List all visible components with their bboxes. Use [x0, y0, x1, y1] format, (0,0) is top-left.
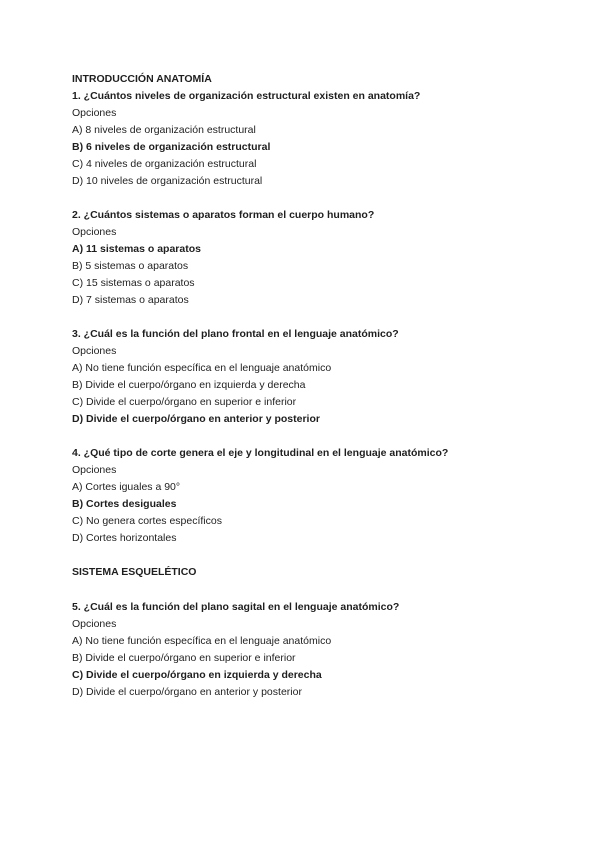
question-text: 1. ¿Cuántos niveles de organización estructural existen en anatomía?	[72, 90, 421, 102]
question-text: 3. ¿Cuál es la función del plano frontal en el lenguaje anatómico?	[72, 328, 399, 340]
option-item-correct: B) 6 niveles de organización estructural	[72, 141, 271, 153]
question-text: 5. ¿Cuál es la función del plano sagital en el lenguaje anatómico?	[72, 601, 400, 613]
option-item: B) Divide el cuerpo/órgano en superior e inferior	[72, 652, 296, 664]
section-title: INTRODUCCIÓN ANATOMÍA	[72, 73, 212, 85]
option-item: A) Cortes iguales a 90°	[72, 481, 181, 493]
option-item: C) 4 niveles de organización estructural	[72, 158, 257, 170]
options-label: Opciones	[72, 107, 117, 119]
option-item: D) Cortes horizontales	[72, 532, 177, 544]
options-label: Opciones	[72, 618, 117, 630]
option-item: B) 5 sistemas o aparatos	[72, 260, 189, 272]
question-block	[72, 599, 562, 701]
option-item: C) Divide el cuerpo/órgano en superior e inferior	[72, 396, 297, 408]
option-item-correct: C) Divide el cuerpo/órgano en izquierda y derecha	[72, 669, 322, 681]
option-item: A) No tiene función específica en el lenguaje anatómico	[72, 635, 332, 647]
options-label: Opciones	[72, 226, 117, 238]
option-item: D) 10 niveles de organización estructural	[72, 175, 263, 187]
option-item-correct: A) 11 sistemas o aparatos	[72, 243, 201, 255]
question-block	[72, 445, 562, 547]
options-label: Opciones	[72, 464, 117, 476]
question-block	[72, 207, 562, 309]
option-item: B) Divide el cuerpo/órgano en izquierda y derecha	[72, 379, 306, 391]
option-item: C) 15 sistemas o aparatos	[72, 277, 195, 289]
option-item: A) No tiene función específica en el lenguaje anatómico	[72, 362, 332, 374]
option-item-correct: D) Divide el cuerpo/órgano en anterior y posterior	[72, 413, 320, 425]
document-content	[72, 71, 562, 718]
option-item: D) Divide el cuerpo/órgano en anterior y posterior	[72, 686, 302, 698]
option-item-correct: B) Cortes desiguales	[72, 498, 177, 510]
question-text: 4. ¿Qué tipo de corte genera el eje y longitudinal en el lenguaje anatómico?	[72, 447, 449, 459]
question-block	[72, 326, 562, 428]
option-item: A) 8 niveles de organización estructural	[72, 124, 256, 136]
section-title: SISTEMA ESQUELÉTICO	[72, 566, 197, 578]
option-item: D) 7 sistemas o aparatos	[72, 294, 189, 306]
question-text: 2. ¿Cuántos sistemas o aparatos forman el cuerpo humano?	[72, 209, 375, 221]
option-item: C) No genera cortes específicos	[72, 515, 222, 527]
options-label: Opciones	[72, 345, 117, 357]
question-block	[72, 88, 562, 190]
